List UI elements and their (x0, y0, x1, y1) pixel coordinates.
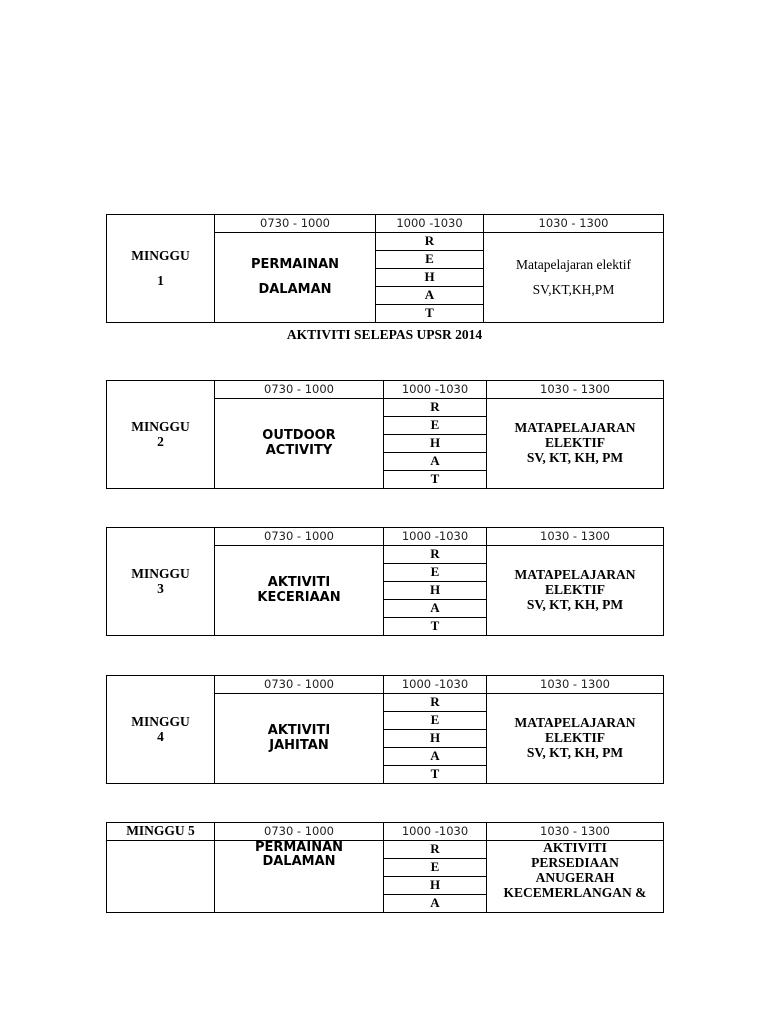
time-slot-2: 1000 -1030 (376, 215, 484, 233)
elective-cell (487, 399, 664, 489)
elective-line: AKTIVITI (543, 840, 607, 855)
rehat-letter: A (384, 453, 487, 471)
week-label (107, 528, 215, 636)
elective-line: PERSEDIAAN (531, 854, 619, 870)
time-slot-2: 1000 -1030 (384, 676, 487, 694)
rehat-letter: A (384, 748, 487, 766)
time-slot-2: 1000 -1030 (384, 528, 487, 546)
week-number: 4 (157, 728, 164, 744)
time-slot-3: 1030 - 1300 (484, 215, 664, 233)
week-number: 2 (157, 433, 164, 449)
time-slot-1: 0730 - 1000 (215, 528, 384, 546)
page-title: AKTIVITI SELEPAS UPSR 2014 (286, 327, 483, 342)
activity-cell (215, 399, 384, 489)
activity-line: OUTDOOR (262, 428, 336, 444)
week-label-empty (107, 841, 215, 913)
rehat-letter: E (384, 859, 487, 877)
week-3-schedule-table (106, 527, 664, 636)
week-5-schedule-table (106, 822, 664, 913)
rehat-letter: T (376, 305, 484, 323)
week-label-text: MINGGU 5 (126, 823, 195, 839)
rehat-letter: T (384, 766, 487, 784)
activity-cell (215, 233, 376, 323)
rehat-letter: T (384, 618, 487, 636)
elective-line: SV, KT, KH, PM (526, 596, 624, 612)
rehat-letter: E (384, 564, 487, 582)
time-slot-3: 1030 - 1300 (487, 676, 664, 694)
elective-line: ELEKTIF (544, 435, 606, 451)
week-label-text: MINGGU (131, 565, 190, 581)
time-slot-2: 1000 -1030 (384, 823, 487, 841)
elective-line: SV, KT, KH, PM (526, 449, 624, 465)
week-label-text: MINGGU (131, 247, 190, 263)
week-label (107, 676, 215, 784)
week-label (107, 381, 215, 489)
rehat-letter: E (384, 712, 487, 730)
elective-cell (484, 233, 664, 323)
elective-line: SV,KT,KH,PM (532, 281, 615, 297)
rehat-letter: H (384, 582, 487, 600)
rehat-letter: H (384, 877, 487, 895)
time-slot-1: 0730 - 1000 (215, 676, 384, 694)
rehat-letter: R (384, 694, 487, 712)
week-number: 1 (157, 272, 164, 288)
week-label-text: MINGGU (131, 418, 190, 434)
activity-line: PERMAINAN (250, 257, 340, 273)
activity-cell (215, 694, 384, 784)
week-label (107, 215, 215, 323)
rehat-letter: R (384, 546, 487, 564)
elective-line: ANUGERAH (535, 869, 615, 885)
week-number: 3 (157, 580, 164, 596)
activity-line: PERMAINAN (254, 840, 344, 855)
elective-line: KECEMERLANGAN & (503, 884, 647, 900)
week-4-schedule-table (106, 675, 664, 784)
elective-line: ELEKTIF (544, 730, 606, 746)
week-1-schedule-table (106, 214, 664, 323)
rehat-letter: R (376, 233, 484, 251)
activity-line: DALAMAN (262, 854, 336, 870)
rehat-letter: E (384, 417, 487, 435)
activity-line: DALAMAN (258, 281, 332, 297)
time-slot-3: 1030 - 1300 (487, 823, 664, 841)
activity-cell (215, 546, 384, 636)
activity-line: AKTIVITI (267, 723, 331, 739)
activity-line: ACTIVITY (265, 442, 333, 458)
rehat-letter: E (376, 251, 484, 269)
rehat-letter: R (384, 841, 487, 859)
elective-cell (487, 546, 664, 636)
elective-line: MATAPELAJARAN (514, 420, 636, 436)
elective-line: MATAPELAJARAN (514, 567, 636, 583)
time-slot-3: 1030 - 1300 (487, 528, 664, 546)
elective-line: MATAPELAJARAN (514, 715, 636, 731)
elective-cell (487, 694, 664, 784)
time-slot-2: 1000 -1030 (384, 381, 487, 399)
week-label-text: MINGGU (131, 713, 190, 729)
week-label (107, 823, 215, 841)
week-2-schedule-table (106, 380, 664, 489)
rehat-letter: T (384, 471, 487, 489)
rehat-letter: A (376, 287, 484, 305)
time-slot-1: 0730 - 1000 (215, 823, 384, 841)
time-slot-3: 1030 - 1300 (487, 381, 664, 399)
elective-line: Matapelajaran elektif (515, 256, 632, 272)
time-slot-1: 0730 - 1000 (215, 381, 384, 399)
rehat-letter: A (384, 895, 487, 913)
rehat-letter: R (384, 399, 487, 417)
rehat-letter: H (376, 269, 484, 287)
rehat-letter: H (384, 730, 487, 748)
time-slot-1: 0730 - 1000 (215, 215, 376, 233)
elective-cell (487, 841, 664, 913)
elective-line: ELEKTIF (544, 582, 606, 598)
elective-line: SV, KT, KH, PM (526, 744, 624, 760)
rehat-letter: A (384, 600, 487, 618)
activity-cell (215, 841, 384, 913)
activity-line: JAHITAN (269, 737, 329, 753)
activity-line: KECERIAAN (257, 589, 341, 605)
activity-line: AKTIVITI (267, 575, 331, 591)
rehat-letter: H (384, 435, 487, 453)
